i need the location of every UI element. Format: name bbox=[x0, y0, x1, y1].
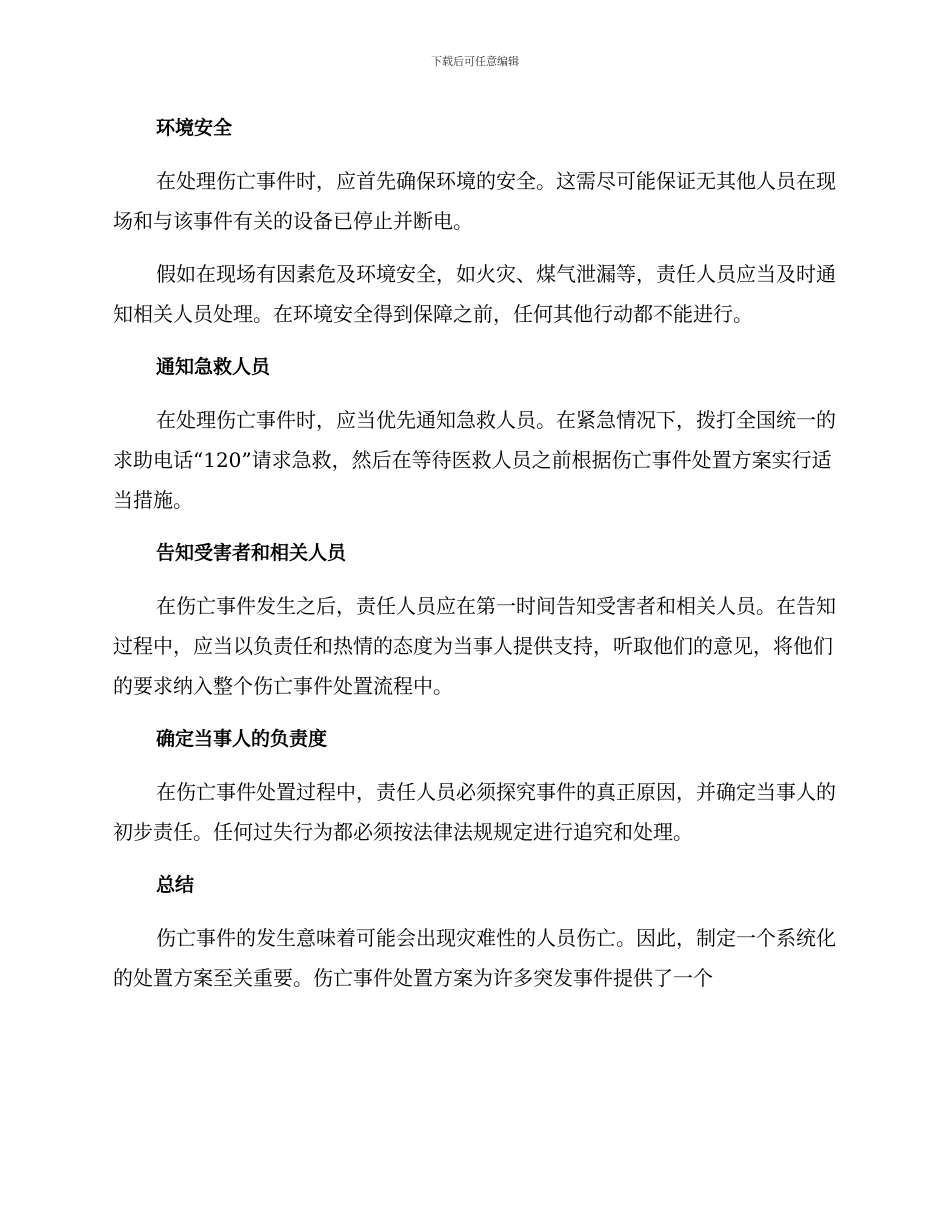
document-body bbox=[113, 108, 839, 1011]
section-heading: 告知受害者和相关人员 bbox=[156, 542, 347, 564]
section-heading: 通知急救人员 bbox=[156, 356, 271, 378]
section-inform-victims bbox=[113, 533, 839, 706]
paragraph: 在处理伤亡事件时，应当优先通知急救人员。在紧急情况下，拨打全国统一的求助电话“120”请求急救，然后在等待医救人员之前根据伤亡事件处置方案实行适当措施。 bbox=[113, 408, 836, 512]
section-responsibility bbox=[113, 719, 839, 852]
paragraph: 在伤亡事件处置过程中，责任人员必须探究事件的真正原因，并确定当事人的初步责任。任何过失行为都必须按法律法规规定进行追究和处理。 bbox=[113, 780, 836, 844]
paragraph: 在伤亡事件发生之后，责任人员应在第一时间告知受害者和相关人员。在告知过程中，应当以负责任和热情的态度为当事人提供支持，听取他们的意见，将他们的要求纳入整个伤亡事件处置流程中。 bbox=[113, 594, 836, 698]
section-notify-emergency bbox=[113, 347, 839, 520]
section-heading: 总结 bbox=[156, 874, 195, 896]
paragraph: 伤亡事件的发生意味着可能会出现灾难性的人员伤亡。因此，制定一个系统化的处置方案至关重要。伤亡事件处置方案为许多突发事件提供了一个 bbox=[113, 926, 836, 990]
page-header: 下载后可任意编辑 bbox=[431, 55, 519, 68]
section-environment-safety bbox=[113, 108, 839, 334]
section-summary bbox=[113, 865, 839, 998]
section-heading: 环境安全 bbox=[156, 117, 233, 139]
section-heading: 确定当事人的负责度 bbox=[156, 728, 328, 750]
paragraph: 在处理伤亡事件时，应首先确保环境的安全。这需尽可能保证无其他人员在现场和与该事件有关的设备已停止并断电。 bbox=[113, 169, 836, 233]
paragraph: 假如在现场有因素危及环境安全，如火灾、煤气泄漏等，责任人员应当及时通知相关人员处理。在环境安全得到保障之前，任何其他行动都不能进行。 bbox=[113, 262, 836, 326]
